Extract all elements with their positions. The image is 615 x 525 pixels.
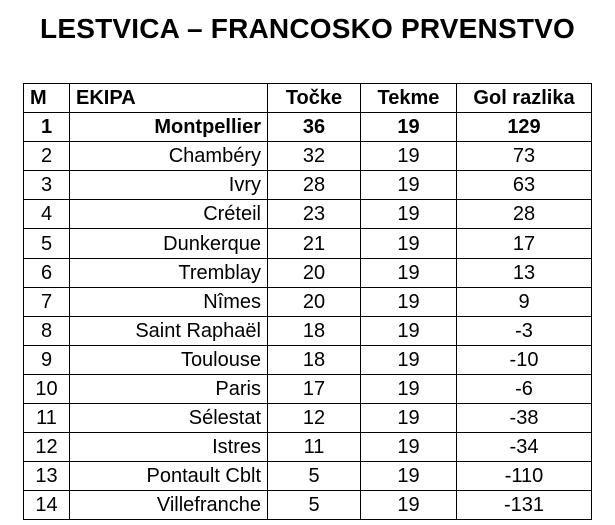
cell-goal-difference: -34	[457, 433, 592, 462]
table-row	[24, 258, 592, 287]
cell-points: 5	[268, 491, 361, 520]
cell-team: Villefranche	[70, 491, 268, 520]
cell-points: 28	[268, 171, 361, 200]
cell-goal-difference: 17	[457, 229, 592, 258]
cell-goal-difference: 63	[457, 171, 592, 200]
cell-position: 2	[24, 142, 70, 171]
cell-team: Chambéry	[70, 142, 268, 171]
cell-points: 11	[268, 433, 361, 462]
cell-position: 10	[24, 374, 70, 403]
cell-goal-difference: -38	[457, 404, 592, 433]
cell-goal-difference: 28	[457, 200, 592, 229]
column-header-games: Tekme	[361, 84, 457, 113]
table-row	[24, 229, 592, 258]
cell-team: Tremblay	[70, 258, 268, 287]
cell-team: Dunkerque	[70, 229, 268, 258]
cell-points: 23	[268, 200, 361, 229]
cell-team: Pontault Cblt	[70, 462, 268, 491]
cell-position: 13	[24, 462, 70, 491]
cell-games: 19	[361, 345, 457, 374]
column-header-goal-difference: Gol razlika	[457, 84, 592, 113]
standings-table	[23, 83, 592, 520]
cell-games: 19	[361, 316, 457, 345]
cell-team: Créteil	[70, 200, 268, 229]
cell-position: 9	[24, 345, 70, 374]
table-row	[24, 142, 592, 171]
cell-points: 20	[268, 287, 361, 316]
table-row	[24, 491, 592, 520]
cell-points: 21	[268, 229, 361, 258]
cell-team: Ivry	[70, 171, 268, 200]
cell-goal-difference: -3	[457, 316, 592, 345]
column-header-position: M	[24, 84, 70, 113]
cell-games: 19	[361, 287, 457, 316]
cell-position: 1	[24, 113, 70, 142]
cell-position: 3	[24, 171, 70, 200]
cell-team: Toulouse	[70, 345, 268, 374]
cell-points: 17	[268, 374, 361, 403]
cell-points: 5	[268, 462, 361, 491]
cell-games: 19	[361, 113, 457, 142]
cell-goal-difference: 9	[457, 287, 592, 316]
cell-games: 19	[361, 142, 457, 171]
cell-points: 32	[268, 142, 361, 171]
cell-position: 12	[24, 433, 70, 462]
cell-goal-difference: 13	[457, 258, 592, 287]
cell-team: Saint Raphaël	[70, 316, 268, 345]
cell-points: 18	[268, 345, 361, 374]
cell-goal-difference: -10	[457, 345, 592, 374]
cell-points: 18	[268, 316, 361, 345]
table-row	[24, 404, 592, 433]
cell-goal-difference: -6	[457, 374, 592, 403]
table-row	[24, 287, 592, 316]
table-row	[24, 345, 592, 374]
cell-position: 8	[24, 316, 70, 345]
cell-team: Montpellier	[70, 113, 268, 142]
table-row	[24, 316, 592, 345]
cell-games: 19	[361, 491, 457, 520]
table-row	[24, 113, 592, 142]
cell-games: 19	[361, 433, 457, 462]
cell-team: Sélestat	[70, 404, 268, 433]
table-header-row	[24, 84, 592, 113]
table-row	[24, 200, 592, 229]
cell-games: 19	[361, 200, 457, 229]
cell-team: Istres	[70, 433, 268, 462]
cell-position: 14	[24, 491, 70, 520]
cell-points: 12	[268, 404, 361, 433]
table-row	[24, 462, 592, 491]
cell-games: 19	[361, 462, 457, 491]
cell-games: 19	[361, 229, 457, 258]
column-header-team: EKIPA	[70, 84, 268, 113]
cell-position: 5	[24, 229, 70, 258]
table-row	[24, 171, 592, 200]
page-title: LESTVICA – FRANCOSKO PRVENSTVO	[40, 13, 575, 44]
cell-goal-difference: 73	[457, 142, 592, 171]
table-row	[24, 433, 592, 462]
cell-position: 6	[24, 258, 70, 287]
cell-points: 20	[268, 258, 361, 287]
cell-position: 11	[24, 404, 70, 433]
column-header-points: Točke	[268, 84, 361, 113]
cell-goal-difference: 129	[457, 113, 592, 142]
cell-position: 7	[24, 287, 70, 316]
cell-goal-difference: -131	[457, 491, 592, 520]
cell-position: 4	[24, 200, 70, 229]
table-row	[24, 374, 592, 403]
cell-games: 19	[361, 171, 457, 200]
cell-team: Nîmes	[70, 287, 268, 316]
cell-points: 36	[268, 113, 361, 142]
cell-games: 19	[361, 258, 457, 287]
cell-games: 19	[361, 374, 457, 403]
cell-team: Paris	[70, 374, 268, 403]
cell-games: 19	[361, 404, 457, 433]
cell-goal-difference: -110	[457, 462, 592, 491]
